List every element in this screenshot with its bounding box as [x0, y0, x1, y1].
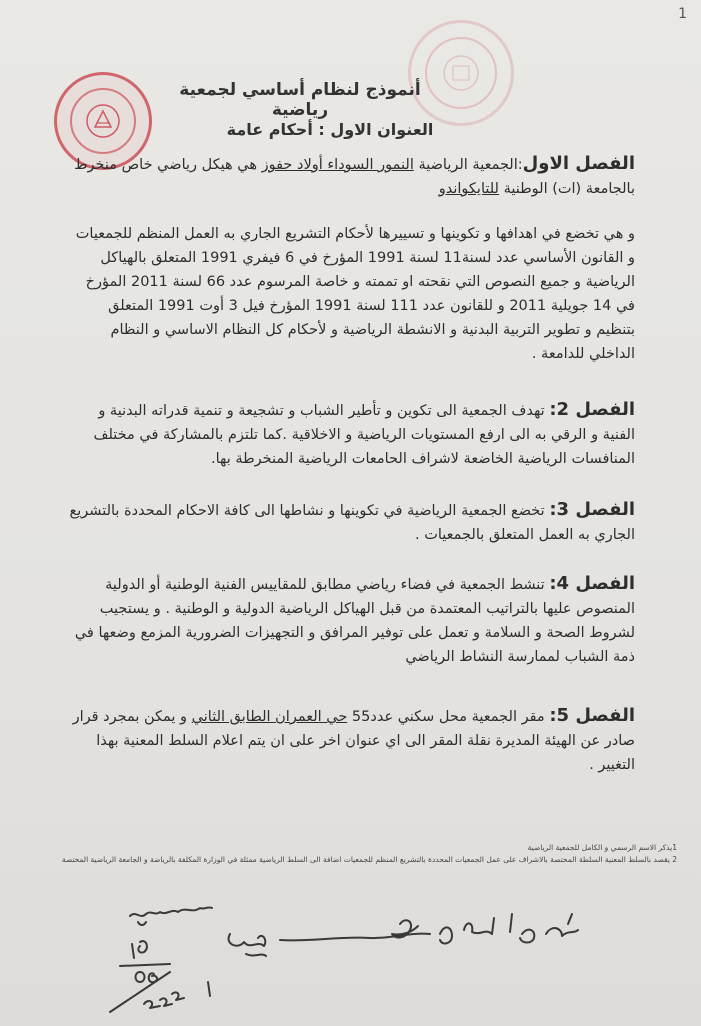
- article-1-text-a: :الجمعية الرياضية: [413, 157, 523, 173]
- article-5-text-b: و يمكن بمجرد قرار صادر عن الهيئة المديرة نقلة المقر الى اي عنوان اخر على ان يتم اعلام السلط المعنية بهذا التغيير .: [72, 709, 635, 773]
- federation-name: للتايكواندو: [438, 181, 499, 197]
- page-marker: 1: [678, 6, 687, 22]
- article-1-text-b: هي هيكل رياضي خاص منخرط بالجامعة (ات) الوطنية: [74, 157, 635, 197]
- article-2-text: تهدف الجمعية الى تكوين و تأطير الشباب و تشجيعة و تنمية قدراته البدنية و الفنية و الرقي به الى ارفع المستويات الرياضية و الاخلاقية .كما تلتزم بالمشاركة في مختلف المنافسات الرياضية الخاضعة لاشراف الحامعات الرياضية المنخرطة بها.: [93, 403, 635, 467]
- article-3-text: تخضع الجمعية الرياضية في تكوينها و نشاطها الى كافة الاحكام المحددة بالتشريع الجاري به العمل المتعلق بالجمعيات .: [69, 503, 635, 543]
- article-1: [66, 152, 635, 201]
- article-2-heading: الفصل 2:: [549, 399, 635, 420]
- document-title: أنموذج لنظام أساسي لجمعية رياضية: [179, 80, 421, 120]
- article-5-heading: الفصل 5:: [549, 705, 635, 726]
- club-address: حي العمران الطابق الثاني: [191, 709, 348, 725]
- article-5: [66, 704, 635, 777]
- emblem-icon: [83, 101, 123, 141]
- article-4: [66, 572, 635, 669]
- article-2: [66, 398, 635, 471]
- article-3-heading: الفصل 3:: [549, 499, 635, 520]
- handwriting-signature-icon: [80, 904, 610, 1024]
- handwritten-receipt: [80, 904, 610, 1024]
- article-1-paragraph-2: و هي تخضع في اهدافها و تكوينها و تسييرها لأحكام التشريع الجاري به العمل المنظم للجمعيات و القانون الأساسي عدد لسنة11 لسنة 1991 المؤرخ في 6 فيفري 1991 المتعلق بالهياكل الرياضية و جميع النصوص التي نقحته او تممته و خاصة المرسوم عدد 66 لسنة 2011 المؤرخ في 14 جويلية 2011 و للقانون عدد 111 لسنة 1991 المؤرخ فيل 3 أوت 1991 المتعلق بتنظيم و تطوير التربية البدنية و الانشطة الرياضية و لأحكام كل النظام الاساسي و النظام الداخلي للدامعة .: [75, 226, 635, 362]
- stamp-inner-ring: [70, 88, 136, 154]
- article-4-heading: الفصل 4:: [549, 573, 635, 594]
- section-title: العنوان الاول : أحكام عامة: [226, 120, 434, 139]
- article-4-text: تنشط الجمعية في فضاء رياضي مطابق للمقاييس الفنية الوطنية أو الدولية المنصوص عليها بالتراتيب المعتمدة من قبل الهياكل الرياضية الدولية و الوطنية . و يستجيب لشروط الصحة و السلامة و تعمل على توفير المرافق و التجهيزات الضرورية المزمع وضعها في ذمة الشباب لممارسة النشاط الرياضي: [74, 577, 635, 665]
- article-1-heading: الفصل الاول: [522, 153, 635, 174]
- footnote-1: 1يذكر الاسم الرسمي و الكامل للجمعية الرياضية: [527, 843, 677, 852]
- footnotes: [40, 842, 677, 866]
- article-3: [66, 498, 635, 547]
- club-name: النمور السوداء أولاد حفوز: [261, 157, 414, 173]
- footnote-2: 2 يقصد بالسلط المعنية السلطة المختصة بالاشراف على عمل الجمعيات المحددة بالتشريع المنظم للجمعيات اضافة الى السلط الرياضية ممثلة في الوزارة المكلفة بالرياضة و الجامعة الرياضية المختصة: [61, 855, 677, 864]
- article-5-text-a: مقر الجمعية محل سكني عدد55: [347, 709, 550, 725]
